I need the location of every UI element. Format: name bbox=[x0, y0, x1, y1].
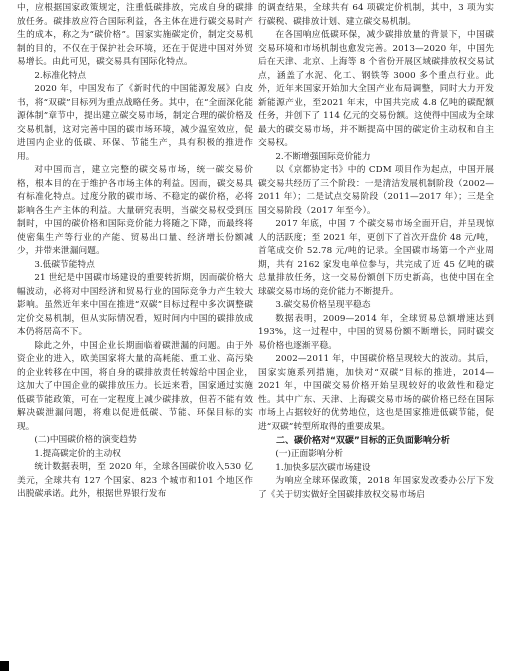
corner-mark bbox=[0, 661, 9, 671]
paragraph: 中，应根据国家政策规定，注重低碳排放，完成自身的碳排放任务。碳排放应符合国际利益，各主体在进行碳交易时产生的成本，称之为“碳价格”。国家实施碳定价，制定交易机制的目的，不仅在于保护社会环境，还在于促进中国对外贸易增长。由此可见，碳交易具有国际化特点。 bbox=[17, 3, 253, 67]
heading: 1.加快多层次碳市场建设 bbox=[275, 462, 371, 473]
heading: 3.低碳节能特点 bbox=[34, 259, 95, 270]
paragraph: 的调查结果，全球共有 64 项碳定价机制，其中，3 项为实行碳税、碳排放计划、建立碳交易机制。 bbox=[258, 3, 494, 27]
paragraph: 21 世纪是中国碳市场建设的重要转折期，因而碳价格大幅波动，必将对中国经济和贸易行业的国际竞争力产生较大影响。虽然近年来中国在推进“双碳”目标过程中多次调整碳定价交易机制，但从实际情况看，短时间内中国的碳排放成本仍将居高不下。 bbox=[17, 273, 253, 337]
paragraph: 在各国响应低碳环保，减少碳排放量的背景下，中国碳交易环境和市场机制也愈发完善。2013—2020 年，中国先后在天津、北京、上海等 8 个省份开展区域碳排放权交易试点，涵盖了水泥、化工、钢铁等 3000 多个重点行业。此外，近年来国家开始加大全国产业布局调整，同时大力开发新能源产业，至2021 年末，中国共完成 4.8 亿吨的碳配额任务，并创下了 114 亿元的交易份额。这使得中国成为全球最大的碳交易市场，并不断提高中国的碳定价主动权和自主交易权。 bbox=[258, 30, 494, 148]
right-column bbox=[258, 2, 494, 502]
paragraph: 2017 年底，中国 7 个碳交易市场全面开启，并呈现惊人的活跃度；至 2021 年，更创下了首次开盘价 48 元/吨，首笔成交价 52.78 元/吨的记录。全国碳市场第一个产业周期，共有 2162 家发电单位参与，共完成了近 45 亿吨的碳总量排放任务，这一交易份额创下历史新高，也使中国在全球碳交易市场的竞价能力不断提升。 bbox=[258, 219, 494, 297]
paragraph: 统计数据表明，至 2020 年，全球各国碳价收入530 亿美元，全球共有 127 个国家、823 个城市和101 个地区作出脱碳承诺。此外，根据世界银行发布 bbox=[17, 462, 253, 499]
heading: 3.碳交易价格呈现平稳态 bbox=[275, 300, 371, 310]
paragraph: 2020 年，中国发布了《新时代的中国能源发展》白皮书，将“双碳”目标列为重点战略任务。其中，在“全面深化能源体制”章节中，提出建立碳交易市场，制定合理的碳价格及交易机制，这对完善中国的碳市场环境，减少温室效应，促进国内企业的低碳、环保、节能生产，具有积极的推进作用。 bbox=[17, 84, 253, 162]
heading: 2.标准化特点 bbox=[34, 70, 87, 81]
paragraph: 数据表明，2009—2014 年，全球贸易总额增速达到 193%，这一过程中，中国的贸易份额不断增长，同时碳交易价格也逐渐平稳。 bbox=[258, 313, 494, 351]
heading: 1.提高碳定价的主动权 bbox=[34, 448, 121, 459]
paragraph: 以《京都协定书》中的 CDM 项目作为起点，中国开展碳交易共经历了三个阶段：一是清洁发展机制阶段（2002—2011 年）；二是试点交易阶段（2011—2017 年）；三是全国交易阶段（2017 年至今）。 bbox=[258, 165, 494, 216]
heading: (一)正面影响分析 bbox=[275, 449, 343, 459]
paragraph: 除此之外，中国企业长期面临着碳泄漏的问题。由于外资企业的进入，欧美国家将大量的高耗能、重工业、高污染的企业转移在中国，将自身的碳排放责任转嫁给中国企业，这加大了中国企业的碳排放压力。长远来看，国家通过实施低碳节能政策，可在一定程度上减少碳排放，但若不能有效解决碳泄漏问题，将难以促进低碳、节能、环保目标的实现。 bbox=[17, 340, 253, 432]
heading: 2.不断增强国际竞价能力 bbox=[275, 151, 371, 162]
paragraph: 2002—2011 年，中国碳价格呈现较大的波动。其后，国家实施系列措施，加快对“双碳”目标的推进，2014—2021 年，中国碳交易价格开始呈现较好的收敛性和稳定性。其中广东、天津、上海碳交易市场的碳价格已经在国际市场上占据较好的优势地位，这也是国家推进低碳节能，促进“双碳”转型所取得的重要成果。 bbox=[258, 354, 494, 432]
paragraph: 对中国而言，建立完整的碳交易市场，统一碳交易价格，根本目的在于维护各市场主体的利益。因而，碳交易具有标准化特点。过度分散的碳市场、不稳定的碳价格，必将影响各生产主体的利益。大量研究表明，当碳交易权受到压制时，中国的碳价格和国际竞价能力将随之下降，而最终将使密集生产等行业的产能、贸易出口量、经济增长份额减少，并带来泄漏问题。 bbox=[17, 165, 253, 256]
heading: (二)中国碳价格的演变趋势 bbox=[34, 435, 137, 445]
left-column bbox=[17, 2, 253, 502]
heading: 二、碳价格对“双碳”目标的正负面影响分析 bbox=[276, 436, 450, 446]
paragraph: 为响应全球环保政策，2018 年国家发改委办公厅下发了《关于切实做好全国碳排放权交易市场启 bbox=[258, 476, 494, 500]
